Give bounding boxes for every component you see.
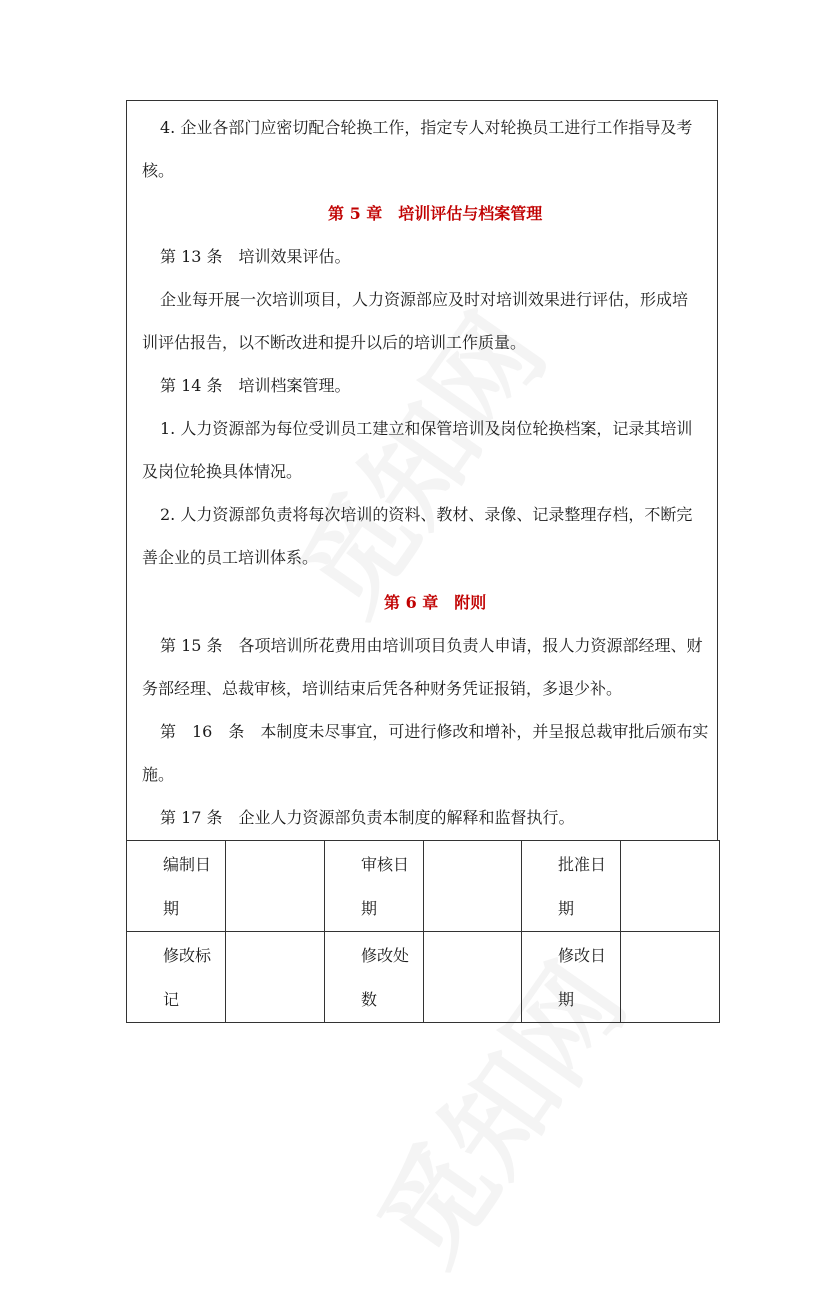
table-cell	[226, 932, 325, 1023]
table-cell	[424, 841, 522, 932]
table-cell	[621, 841, 720, 932]
body-line: 务部经理、总裁审核，培训结束后凭各种财务凭证报销，多退少补。	[142, 679, 623, 698]
body-line: 4. 企业各部门应密切配合轮换工作，指定专人对轮换员工进行工作指导及考	[160, 118, 693, 137]
revision-count-label: 修改处数	[361, 946, 410, 1009]
body-line: 善企业的员工培训体系。	[142, 548, 319, 567]
compile-date-label: 编制日期	[163, 855, 212, 918]
body-line: 施。	[142, 765, 175, 784]
approval-table	[126, 840, 720, 1023]
table-cell	[621, 932, 720, 1023]
revision-date-label: 修改日期	[558, 946, 607, 1009]
body-line: 2. 人力资源部负责将每次培训的资料、教材、录像、记录整理存档，不断完	[160, 505, 693, 524]
table-row	[127, 841, 720, 932]
table-cell	[226, 841, 325, 932]
body-line: 及岗位轮换具体情况。	[142, 462, 303, 481]
body-line: 1. 人力资源部为每位受训员工建立和保管培训及岗位轮换档案，记录其培训	[160, 419, 693, 438]
table-row	[127, 932, 720, 1023]
table-cell	[522, 932, 621, 1023]
revision-mark-label: 修改标记	[163, 946, 212, 1009]
body-line: 第 13 条 培训效果评估。	[160, 247, 351, 266]
body-line: 第 15 条 各项培训所花费用由培训项目负责人申请，报人力资源部经理、财	[160, 636, 703, 655]
body-line: 企业每开展一次培训项目，人力资源部应及时对培训效果进行评估，形成培	[160, 290, 689, 309]
body-line: 训评估报告，以不断改进和提升以后的培训工作质量。	[142, 333, 527, 352]
review-date-label: 审核日期	[361, 855, 410, 918]
chapter-5-heading: 第 5 章 培训评估与档案管理	[328, 204, 543, 223]
approve-date-label: 批准日期	[558, 855, 607, 918]
table-cell	[127, 841, 226, 932]
table-cell	[127, 932, 226, 1023]
table-cell	[522, 841, 621, 932]
table-cell	[424, 932, 522, 1023]
body-line: 核。	[142, 161, 175, 180]
table-cell	[325, 841, 424, 932]
chapter-6-heading: 第 6 章 附则	[384, 593, 487, 612]
body-line: 第 14 条 培训档案管理。	[160, 376, 351, 395]
body-line: 第 17 条 企业人力资源部负责本制度的解释和监督执行。	[160, 808, 575, 827]
body-line: 第 16 条 本制度未尽事宜，可进行修改和增补，并呈报总裁审批后颁布实	[160, 722, 709, 741]
table-cell	[325, 932, 424, 1023]
